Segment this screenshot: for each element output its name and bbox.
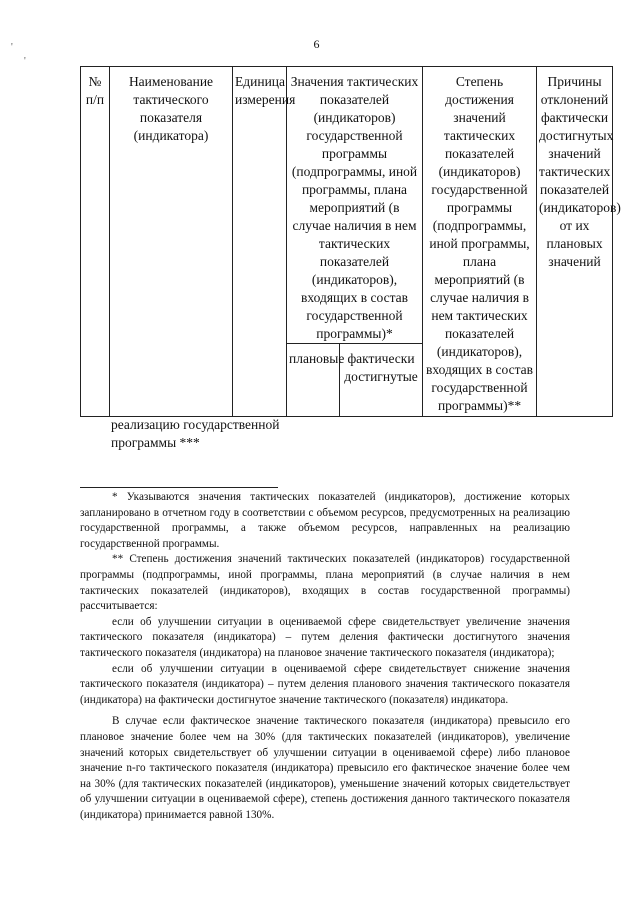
tactical-indicators-table xyxy=(80,66,621,417)
header-planned-values: плановые xyxy=(287,344,340,417)
footnotes xyxy=(80,490,570,823)
header-deviation-reasons: Причины отклонений фактически достигнутых значений тактических показателей (индикаторов) от их плановых значений xyxy=(537,67,613,417)
footnote-1: * Указываются значения тактических показателей (индикаторов), достижение которых запланировано в отчетном году в соответствии с объемом ресурсов, предусмотренных на реализацию государственной программы, а также объемом ресурсов, направленных на реализацию государственной программы. xyxy=(80,491,570,550)
page-number: 6 xyxy=(313,37,320,51)
continuation-text: реализацию государственной программы *** xyxy=(111,417,280,450)
header-actual-values: фактически достигнутые xyxy=(340,344,423,417)
header-row-number: № п/п xyxy=(81,67,110,417)
footnote-3: В случае если фактическое значение тактического показателя (индикатора) превысило его плановое значение более чем на 30% (для тактических показателей (индикаторов), увеличение значений которых свидетельствует об улучшении ситуации в оцениваемой сфере) либо плановое значение n-го тактического показателя (индикатора) превысило его фактическое значение более чем на 30% (для тактических показателей (индикаторов), уменьшение значений которых свидетельствует об улучшении ситуации в оцениваемой сфере), степень достижения данного тактического показателя (индикатора) принимается равной 130%. xyxy=(80,715,570,821)
margin-mark: ' xyxy=(24,56,26,67)
footnote-2-case-decrease: если об улучшении ситуации в оцениваемой сфере свидетельствует снижение значения тактического показателя (индикатора) – путем деления планового значения тактического показателя (индикатора) на фактически достигнутое значение тактического (показателя) индикатора. xyxy=(80,662,570,706)
footnote-2: ** Степень достижения значений тактических показателей (индикаторов) государственной программы (подпрограммы, иной программы, плана мероприятий (в случае наличия в нем тактических показателей (индикаторов), входящих в состав государственной программы) рассчитывается: xyxy=(80,553,570,613)
footnote-divider xyxy=(80,487,278,488)
header-indicator-values: Значения тактических показателей (индикаторов) государственной программы (подпрограммы, иной программы, плана мероприятий (в случае наличия в нем тактических показателей (индикаторов), входящих в состав государственной программы)* xyxy=(287,67,423,344)
margin-mark: ' xyxy=(11,42,13,53)
footnote-2-case-increase: если об улучшении ситуации в оцениваемой сфере свидетельствует увеличение значения тактического показателя (индикатора) – путем деления фактически достигнутого значения тактического показателя (индикатора) на плановое значение тактического показателя (индикатора); xyxy=(80,615,570,659)
header-achievement-degree: Степень достижения значений тактических показателей (индикаторов) государственной программы (подпрограммы, иной программы, плана мероприятий (в случае наличия в нем тактических показателей (индикаторов), входящих в состав государственной программы)** xyxy=(423,67,537,417)
header-unit: Единица измерения xyxy=(233,67,287,417)
header-indicator-name: Наименование тактического показателя (индикатора) xyxy=(110,67,233,417)
